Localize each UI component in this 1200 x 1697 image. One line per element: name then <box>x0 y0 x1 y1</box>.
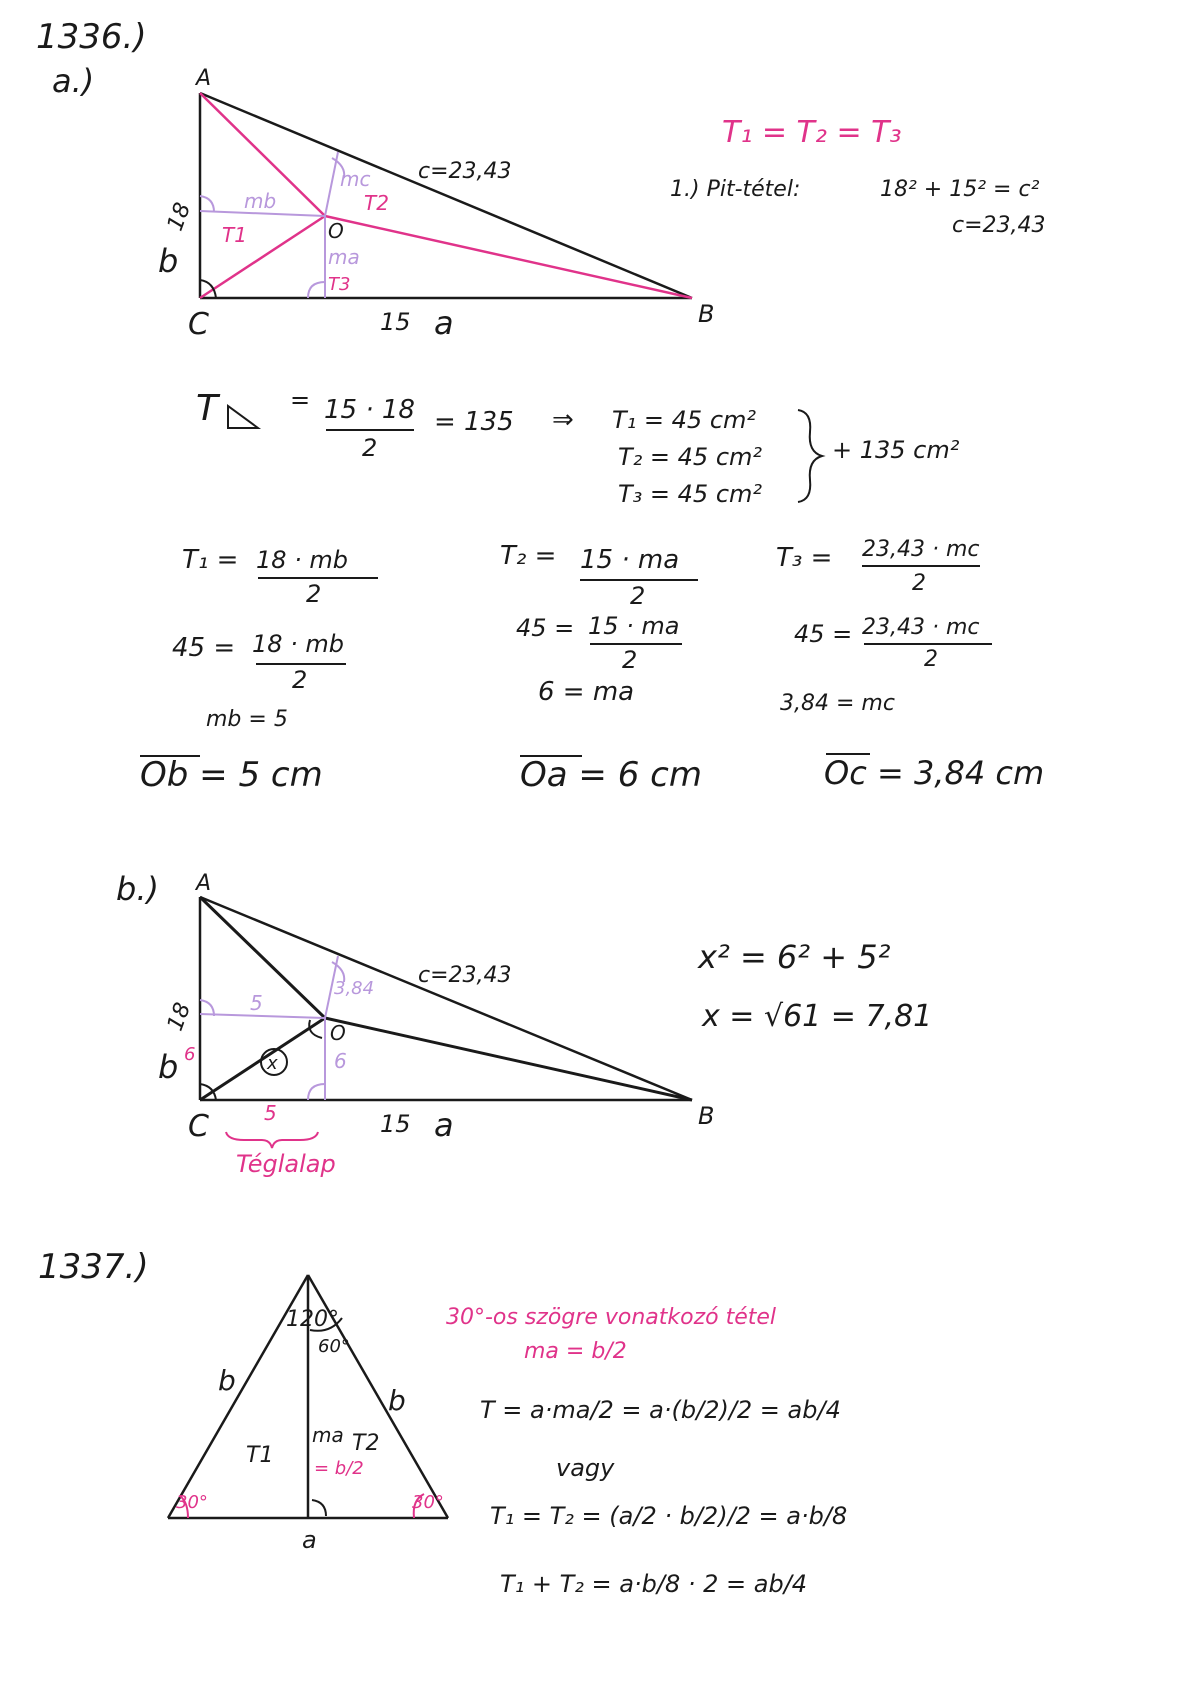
t1-area: T₁ = 45 cm² <box>612 406 757 434</box>
side-a-value: 15 <box>380 308 411 336</box>
theorem-title: 30°-os szögre vonatkozó tétel <box>446 1305 777 1330</box>
triangle-a-diagram <box>158 66 714 342</box>
col1-line1-num: 18 · mb <box>256 546 349 574</box>
col3-line1-left: T₃ = <box>776 543 833 573</box>
vagy-word: vagy <box>556 1454 615 1482</box>
triangle-small-icon <box>228 406 258 428</box>
b-sub-6: 6 <box>184 1044 196 1065</box>
col1-line2-den: 2 <box>292 666 308 694</box>
side-b-name: b <box>158 242 179 280</box>
ma-label: ma <box>328 245 360 269</box>
point-o-label-b: O <box>330 1021 346 1045</box>
right-angle-mark-mb <box>200 196 214 212</box>
col1-line1-den: 2 <box>306 580 322 608</box>
part-a-label: a.) <box>52 62 95 100</box>
height-label: ma <box>312 1423 344 1447</box>
problem-number-1337: 1337.) <box>38 1247 149 1287</box>
right-angle-mark-ma <box>308 282 325 298</box>
col2-line1-num: 15 · ma <box>580 545 680 575</box>
column-mc <box>776 537 1044 792</box>
col3-line1-den: 2 <box>912 571 926 596</box>
col2-final: Oa = 6 cm <box>520 755 702 795</box>
col3-line1-num: 23,43 · mc <box>862 537 980 562</box>
vertex-c-label-b: C <box>188 1109 209 1144</box>
col2-line2-left: 45 = <box>516 614 575 642</box>
isosceles-triangle <box>168 1275 448 1554</box>
col3-line2-den: 2 <box>924 647 938 672</box>
problem-number-1336: 1336.) <box>36 17 147 57</box>
teglalap-label: Téglalap <box>236 1150 336 1178</box>
theorem-equation: ma = b/2 <box>524 1339 627 1364</box>
col2-ma-result: 6 = ma <box>538 677 635 707</box>
line-co-b <box>200 1018 325 1100</box>
col1-mb-result: mb = 5 <box>206 707 288 732</box>
side-c-label: c=23,43 <box>418 159 512 184</box>
implies-arrow: ⇒ <box>552 405 574 435</box>
dist-top-5: 5 <box>250 991 263 1015</box>
col3-final: Oc = 3,84 cm <box>824 754 1045 792</box>
pit-tetel-label: 1.) Pit-tétel: <box>670 177 801 202</box>
col2-line2-den: 2 <box>622 646 638 674</box>
line-co <box>200 216 325 298</box>
c-result: c=23,43 <box>952 213 1046 238</box>
x-label: x <box>267 1053 278 1074</box>
right-angle-mark-down-b <box>308 1084 325 1100</box>
col3-line2-left: 45 = <box>794 620 853 648</box>
left-angle-label: 30° <box>176 1492 208 1513</box>
x-result-b: x = √61 = 7,81 <box>702 999 933 1034</box>
sum-formula: T₁ + T₂ = a·b/8 · 2 = ab/4 <box>500 1570 808 1598</box>
area-denominator: 2 <box>362 434 378 462</box>
mb-label: mb <box>244 189 277 213</box>
mc-label: mc <box>340 167 371 191</box>
area-formula-1337: T = a·ma/2 = a·(b/2)/2 = ab/4 <box>480 1396 841 1424</box>
line-bo-b <box>325 1018 692 1100</box>
area-symbol: T <box>196 388 218 429</box>
side-c-label-b: c=23,43 <box>418 963 512 988</box>
base-label: a <box>302 1526 317 1554</box>
pit-equation: 18² + 15² = c² <box>880 177 1040 202</box>
area-result: = 135 <box>434 407 514 437</box>
col1-line1-left: T₁ = <box>182 545 239 575</box>
right-angle-label: 30° <box>412 1492 444 1513</box>
column-ma <box>500 541 702 795</box>
vertex-a-label: A <box>196 66 212 91</box>
pythag-eq-b: x² = 6² + 5² <box>698 938 891 976</box>
col2-line1-den: 2 <box>630 582 646 610</box>
t2-label-1337: T2 <box>352 1431 380 1456</box>
t1-label: T1 <box>222 223 247 247</box>
vertex-b-label: B <box>698 300 715 328</box>
half-angle-label: 60° <box>318 1336 350 1357</box>
dist-hyp-384: 3,84 <box>334 978 375 999</box>
t2-label: T2 <box>364 191 389 215</box>
side-b-value-b: 18 <box>162 999 196 1035</box>
brace-value-5: 5 <box>264 1101 277 1125</box>
t1-label-1337: T1 <box>246 1443 274 1468</box>
t2-area: T₂ = 45 cm² <box>618 443 763 471</box>
dist-right-6: 6 <box>334 1049 347 1073</box>
col1-final: Ob = 5 cm <box>140 755 323 795</box>
halves-formula: T₁ = T₂ = (a/2 · b/2)/2 = a·b/8 <box>490 1502 848 1530</box>
point-o-label: O <box>328 219 344 243</box>
col3-line2-num: 23,43 · mc <box>862 615 980 640</box>
area-sum: + 135 cm² <box>832 436 960 464</box>
height-eq-label: = b/2 <box>314 1458 364 1479</box>
part-a-notes <box>670 115 1046 238</box>
column-mb <box>140 545 378 795</box>
area-numerator: 15 · 18 <box>324 395 415 425</box>
side-b-name-b: b <box>158 1048 179 1086</box>
side-b-value: 18 <box>162 199 196 235</box>
side-a-name-b: a <box>434 1106 454 1144</box>
side-a-value-b: 15 <box>380 1110 411 1138</box>
equal-areas-note: T₁ = T₂ = T₃ <box>722 115 902 150</box>
vertex-b-label-b: B <box>698 1102 715 1130</box>
triangle-b-diagram <box>158 871 714 1178</box>
part-b-label: b.) <box>116 870 159 908</box>
col3-mc-result: 3,84 = mc <box>780 691 895 716</box>
right-side-label: b <box>388 1384 406 1417</box>
side-a-name: a <box>434 304 454 342</box>
col1-line2-left: 45 = <box>172 633 236 663</box>
area-computation <box>196 386 960 508</box>
col1-line2-num: 18 · mb <box>252 630 345 658</box>
t3-area: T₃ = 45 cm² <box>618 480 763 508</box>
left-side-label: b <box>218 1364 236 1397</box>
apex-angle-label: 120° <box>286 1307 339 1332</box>
col2-line1-left: T₂ = <box>500 541 557 571</box>
t3-label: T3 <box>328 274 351 295</box>
area-eq-sign: = <box>290 386 311 414</box>
vertex-a-label-b: A <box>196 871 212 896</box>
col2-line2-num: 15 · ma <box>588 612 680 640</box>
right-angle-mark-base <box>312 1500 326 1516</box>
vertex-c-label: C <box>188 307 209 342</box>
line-bo <box>325 216 692 298</box>
curly-brace <box>798 410 822 502</box>
underbrace <box>226 1132 318 1148</box>
